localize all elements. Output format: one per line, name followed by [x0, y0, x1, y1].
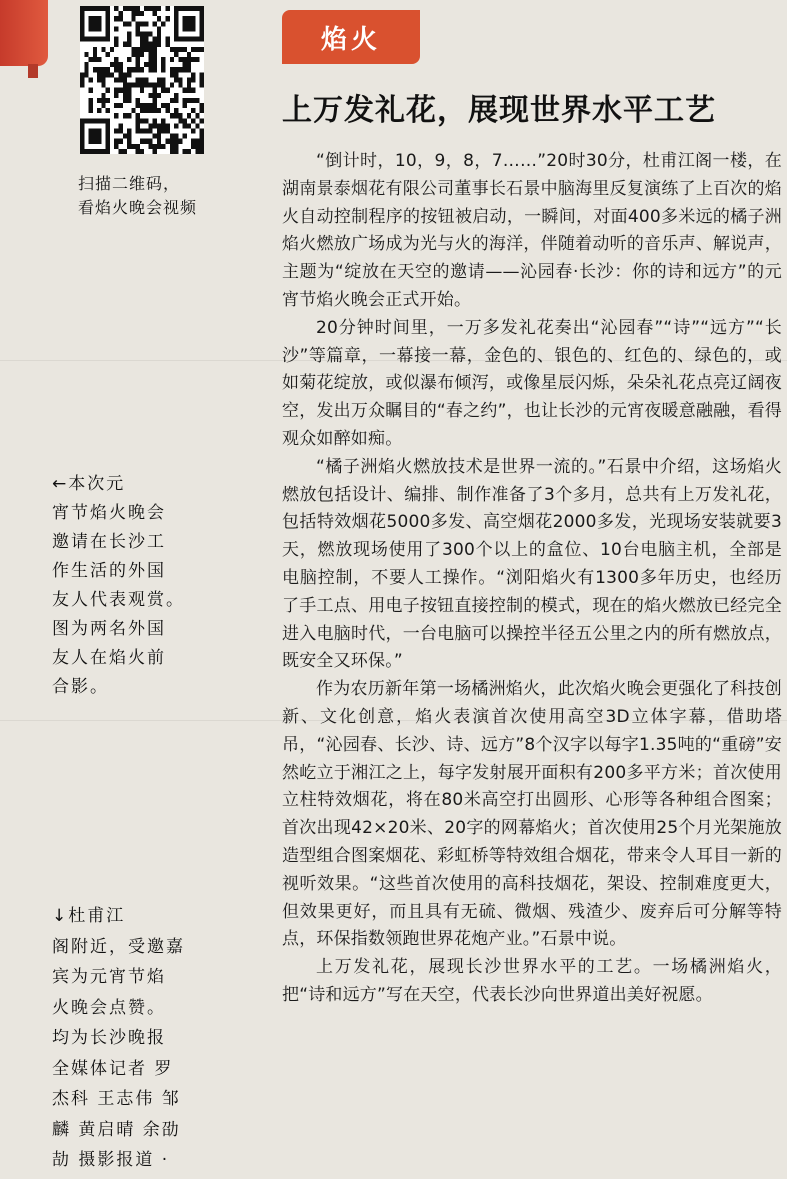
qr-code-icon[interactable] — [80, 6, 204, 154]
qr-caption: 扫描二维码， 看焰火晚会视频 — [78, 174, 198, 217]
red-decoration-tail — [28, 64, 38, 78]
red-decoration — [0, 0, 48, 66]
section-tag: 焰火 — [282, 10, 420, 64]
photo-caption-guests-thumbs-up: ↓杜甫江 阁附近，受邀嘉 宾为元宵节焰 火晚会点赞。 均为长沙晚报 全媒体记者 罗 杰科 王志伟 邹 麟 黄启晴 余劭 劼 摄影报道 · — [52, 906, 185, 1170]
paper-fold-line — [0, 720, 787, 721]
article-headline: 上万发礼花，展现世界水平工艺 — [282, 93, 716, 128]
paragraph: 上万发礼花，展现长沙世界水平的工艺。一场橘洲焰火，把“诗和远方”写在天空，代表长沙向世界道出美好祝愿。 — [282, 957, 782, 1005]
photo-caption-foreign-guests: ←本次元 宵节焰火晚会 邀请在长沙工 作生活的外国 友人代表观赏。 图为两名外国 友人在焰火前 合影。 — [52, 474, 185, 697]
paragraph: 20分钟时间里，一万多发礼花奏出“沁园春”“诗”“远方”“长沙”等篇章，一幕接一幕，金色的、银色的、红色的、绿色的，或如菊花绽放，或似瀑布倾泻，或像星辰闪烁，朵朵礼花点亮辽阔夜空，发出万众瞩目的“春之约”，也让长沙的元宵夜暖意融融，看得观众如醉如痴。 — [282, 317, 782, 449]
paper-fold-line — [0, 360, 787, 361]
paragraph: “倒计时，10，9，8，7……”20时30分，杜甫江阁一楼，在湖南景泰烟花有限公司董事长石景中脑海里反复演练了上百次的焰火自动控制程序的按钮被启动，一瞬间，对面400多米远的橘子洲焰火燃放广场成为光与火的海洋，伴随着动听的音乐声、解说声，主题为“绽放在天空的邀请——沁园春·长沙：你的诗和远方”的元宵节焰火晚会正式开始。 — [282, 151, 782, 310]
article-body — [282, 148, 782, 1010]
paragraph: “橘子洲焰火燃放技术是世界一流的。”石景中介绍，这场焰火燃放包括设计、编排、制作准备了3个多月，总共有上万发礼花，包括特效烟花5000多发、高空烟花2000多发，光现场安装就要3天，燃放现场使用了300个以上的盒位、10台电脑主机，全部是电脑控制，不要人工操作。“浏阳焰火有1300多年历史，也经历了手工点、用电子按钮直接控制的模式，现在的焰火燃放已经完全进入电脑时代，一台电脑可以操控半径五公里之内的所有燃放点，既安全又环保。” — [282, 456, 782, 672]
paragraph: 作为农历新年第一场橘洲焰火，此次焰火晚会更强化了科技创新、文化创意，焰火表演首次使用高空3D立体字幕，借助塔吊，“沁园春、长沙、诗、远方”8个汉字以每字1.35吨的“重磅”安然屹立于湘江之上，每字发射展开面积有200多平方米；首次使用立柱特效烟花，将在80米高空打出圆形、心形等各种组合图案；首次出现42×20米、20字的网幕焰火；首次使用25个月光架施放造型组合图案烟花、彩虹桥等特效组合烟花，带来令人耳目一新的视听效果。“这些首次使用的高科技烟花，架设、控制难度更大，但效果更好，而且具有无硫、微烟、残渣少、废弃后可分解等特点，环保指数领跑世界花炮产业。”石景中说。 — [282, 679, 782, 950]
